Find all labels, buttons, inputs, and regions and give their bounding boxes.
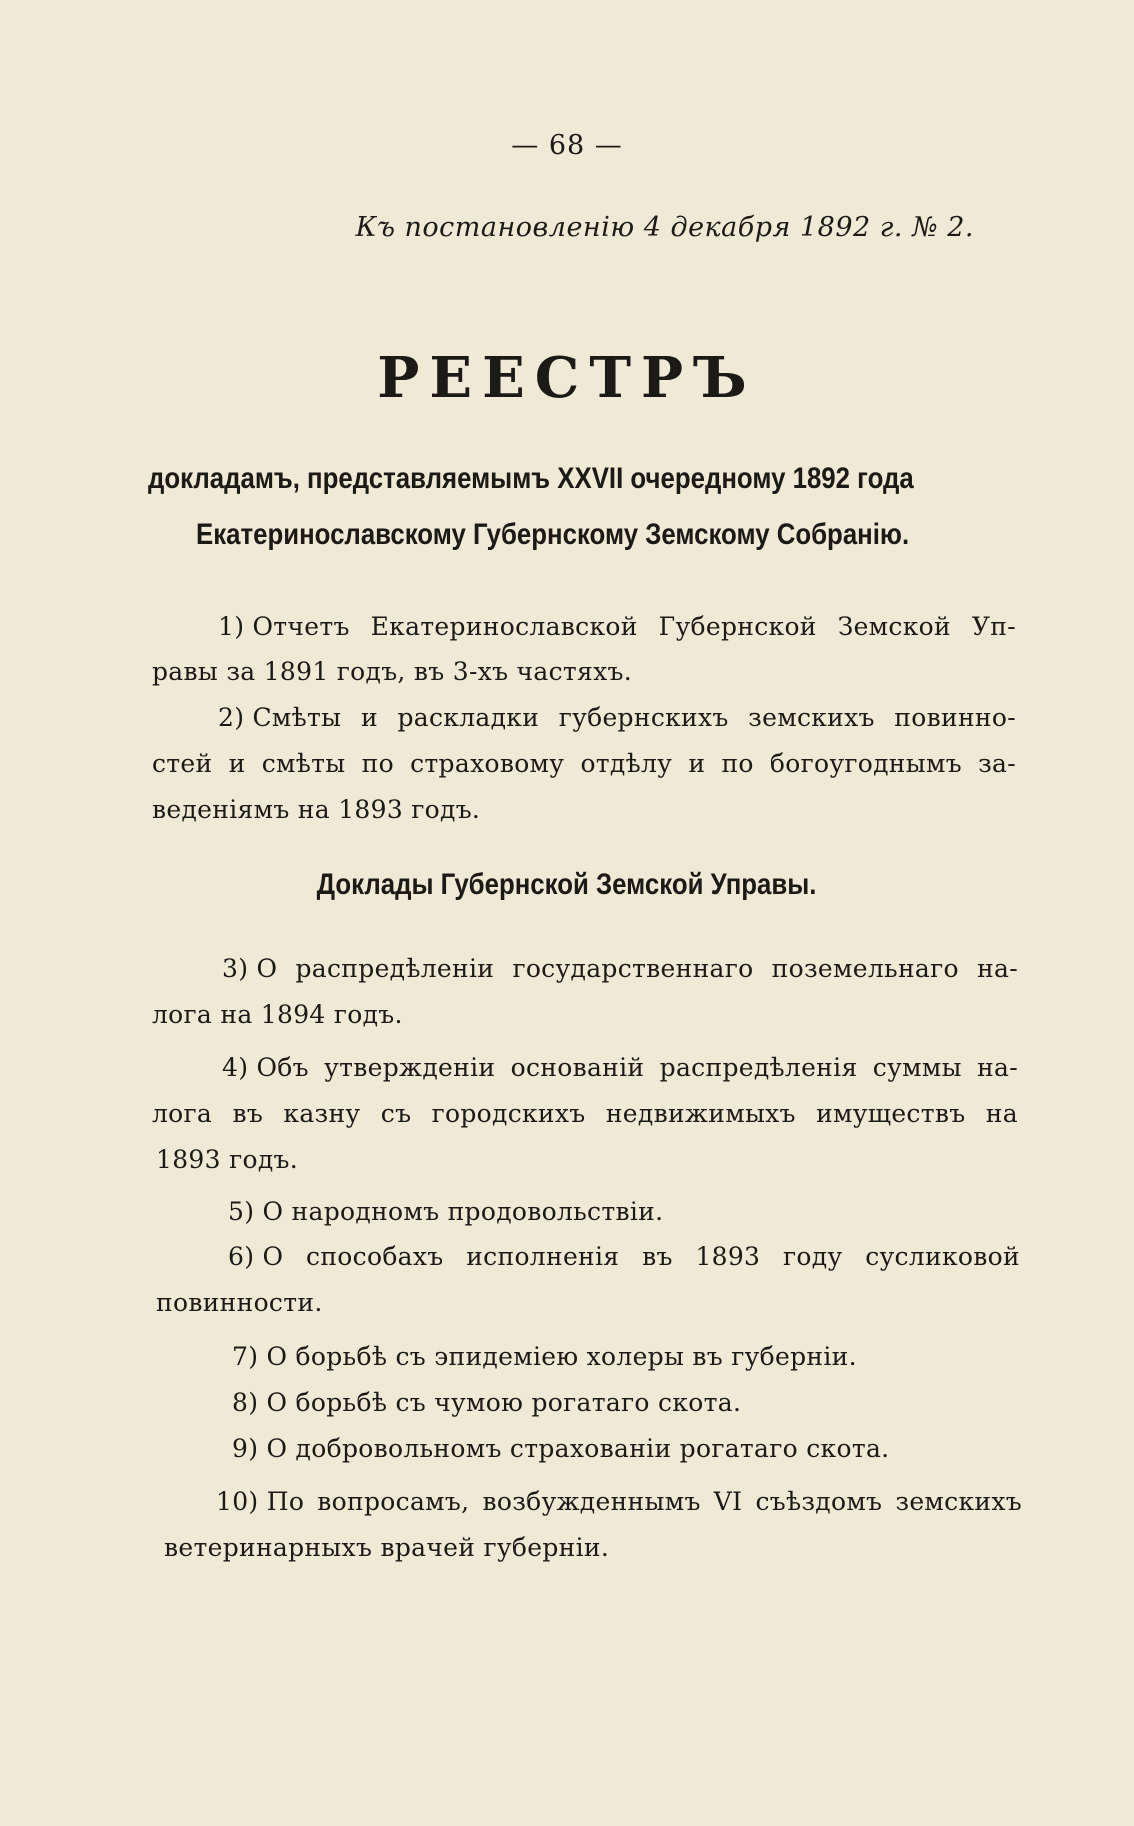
word: и bbox=[228, 749, 246, 778]
report-8: 8) О борьбѣ съ чумою рогатаго скота. bbox=[232, 1388, 742, 1417]
word: лога bbox=[152, 1099, 213, 1128]
item-2-line-1 bbox=[218, 703, 1016, 732]
word: на- bbox=[977, 1053, 1018, 1082]
resolution-reference: Къ постановленію 4 декабря 1892 г. № 2. bbox=[355, 212, 974, 243]
word: 1) Отчетъ bbox=[218, 612, 350, 641]
report-10-line-1 bbox=[216, 1487, 1022, 1516]
word: и bbox=[688, 749, 706, 778]
word: исполненія bbox=[466, 1242, 620, 1271]
report-3-line-1 bbox=[222, 954, 1018, 983]
word: 10) По bbox=[216, 1487, 305, 1516]
word: 4) Объ bbox=[222, 1053, 309, 1082]
word: Уп- bbox=[971, 612, 1016, 641]
item-1-line-1 bbox=[218, 612, 1016, 641]
word: богоугоднымъ bbox=[769, 749, 962, 778]
item-1-line-2: равы за 1891 годъ, въ 3-хъ частяхъ. bbox=[152, 657, 632, 686]
word: стей bbox=[152, 749, 213, 778]
word: вопросамъ, bbox=[317, 1487, 470, 1516]
word: въ bbox=[642, 1242, 673, 1271]
page-number: — 68 — bbox=[511, 130, 623, 161]
word: и bbox=[360, 703, 378, 732]
report-10-line-2: ветеринарныхъ врачей губерніи. bbox=[164, 1533, 610, 1562]
word: повинно- bbox=[894, 703, 1016, 732]
section-heading: Доклады Губернской Земской Управы. bbox=[317, 868, 817, 901]
word: казну bbox=[283, 1099, 361, 1128]
word: съ bbox=[380, 1099, 412, 1128]
word: городскихъ bbox=[431, 1099, 586, 1128]
word: смѣты bbox=[261, 749, 346, 778]
word: сусликовой bbox=[865, 1242, 1020, 1271]
word: 6) О bbox=[228, 1242, 284, 1271]
word: способахъ bbox=[306, 1242, 444, 1271]
word: имуществъ bbox=[816, 1099, 966, 1128]
report-7: 7) О борьбѣ съ эпидеміею холеры въ губерніи. bbox=[232, 1342, 857, 1371]
report-3-line-2: лога на 1894 годъ. bbox=[152, 1000, 403, 1029]
report-4-line-3: 1893 годъ. bbox=[156, 1145, 298, 1174]
word: основаній bbox=[510, 1053, 645, 1082]
word: VI bbox=[713, 1487, 743, 1516]
word: возбужденнымъ bbox=[482, 1487, 701, 1516]
report-4-line-1 bbox=[222, 1053, 1018, 1082]
item-2-line-3: веденіямъ на 1893 годъ. bbox=[152, 795, 481, 824]
word: съѣздомъ bbox=[755, 1487, 883, 1516]
word: въ bbox=[232, 1099, 264, 1128]
word: 3) О bbox=[222, 954, 278, 983]
word: 1893 bbox=[695, 1242, 761, 1271]
word: губернскихъ bbox=[558, 703, 729, 732]
word: Губернской bbox=[658, 612, 817, 641]
report-5: 5) О народномъ продовольствіи. bbox=[228, 1197, 664, 1226]
word: государственнаго bbox=[512, 954, 754, 983]
word: Земской bbox=[837, 612, 951, 641]
word: страховому bbox=[410, 749, 565, 778]
word: отдѣлу bbox=[580, 749, 673, 778]
word: на- bbox=[977, 954, 1018, 983]
word: распредѣленія bbox=[659, 1053, 858, 1082]
report-9: 9) О добровольномъ страхованіи рогатаго скота. bbox=[232, 1434, 890, 1463]
word: раскладки bbox=[397, 703, 540, 732]
page-title: РЕЕСТРЪ bbox=[377, 345, 757, 411]
word: на bbox=[985, 1099, 1018, 1128]
word: распредѣленіи bbox=[295, 954, 495, 983]
word: Екатеринославской bbox=[370, 612, 638, 641]
word: по bbox=[721, 749, 754, 778]
word: за- bbox=[978, 749, 1016, 778]
word: поземельнаго bbox=[771, 954, 959, 983]
word: земскихъ bbox=[895, 1487, 1022, 1516]
subtitle-line-2: Екатеринославскому Губернскому Земскому Собранію. bbox=[196, 518, 910, 551]
report-6-line-2: повинности. bbox=[156, 1288, 323, 1317]
report-4-line-2 bbox=[152, 1099, 1018, 1128]
word: земскихъ bbox=[748, 703, 875, 732]
word: году bbox=[783, 1242, 843, 1271]
word: утвержденіи bbox=[324, 1053, 496, 1082]
report-6-line-1 bbox=[228, 1242, 1020, 1271]
item-2-line-2 bbox=[152, 749, 1016, 778]
word: 2) Смѣты bbox=[218, 703, 342, 732]
word: по bbox=[361, 749, 394, 778]
word: недвижимыхъ bbox=[605, 1099, 796, 1128]
subtitle-line-1: докладамъ, представляемымъ XXVII очередному 1892 года bbox=[148, 462, 914, 495]
word: суммы bbox=[872, 1053, 962, 1082]
